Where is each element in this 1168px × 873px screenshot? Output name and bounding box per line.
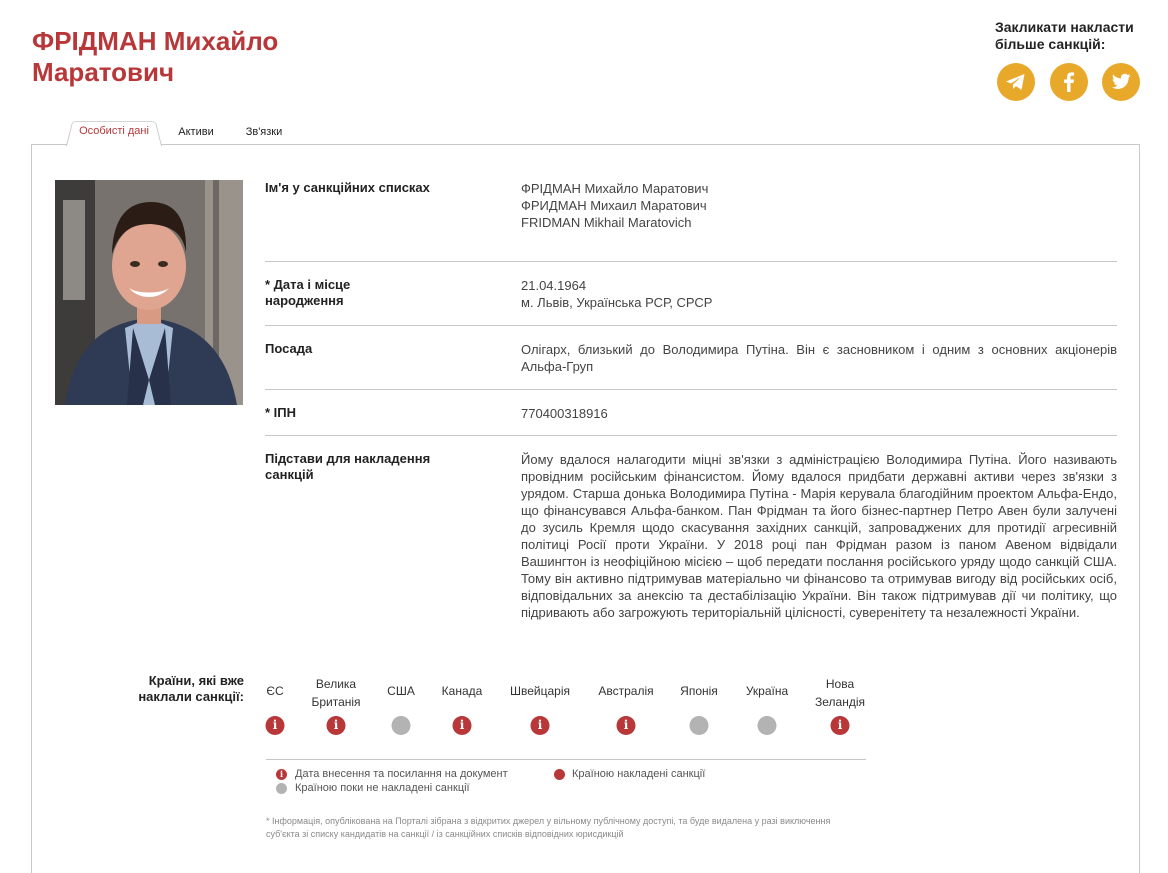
person-name <box>32 26 392 88</box>
country-canada-name: Канада <box>441 684 483 698</box>
person-name-line2: Маратович <box>32 57 175 87</box>
facebook-share-button[interactable] <box>1050 63 1088 101</box>
country-uk-name-line1: Велика <box>315 677 357 691</box>
twitter-share-button[interactable] <box>1102 63 1140 101</box>
countries-label-line2: наклали санкції: <box>138 689 244 704</box>
legend-info-text: Дата внесення та посилання на документ <box>295 768 508 780</box>
name-ukrainian: ФРІДМАН Михайло Маратович <box>521 181 709 196</box>
facebook-icon <box>1050 63 1088 101</box>
share-title <box>995 19 1155 53</box>
countries-label-line1: Країни, які вже <box>148 673 244 688</box>
personal-data-panel <box>31 144 1140 873</box>
country-eu-info-icon[interactable] <box>266 716 285 735</box>
grounds-label <box>265 451 465 483</box>
person-name-line1: ФРІДМАН Михайло <box>32 26 279 56</box>
country-australia <box>598 682 653 700</box>
names-label: Ім'я у санкційних списках <box>265 180 430 195</box>
birth-label-line2: народження <box>265 293 344 308</box>
position-value: Олігарх, близький до Володимира Путіна. Він є засновником і одним з основних акціонерів Альфа-Груп <box>521 342 1117 374</box>
country-australia-name: Австралія <box>598 684 654 698</box>
country-japan-name: Японія <box>680 684 718 698</box>
names-value <box>521 180 1117 231</box>
country-japan <box>680 682 718 700</box>
not-sanctioned-dot-icon <box>276 783 287 794</box>
country-usa <box>387 682 415 700</box>
info-row-position <box>265 341 1117 390</box>
grounds-label-line2: санкцій <box>265 467 314 482</box>
tab-personal-data[interactable]: Особисті дані <box>66 117 162 146</box>
name-russian: ФРИДМАН Михаил Маратович <box>521 198 707 213</box>
position-label: Посада <box>265 341 313 356</box>
country-switzerland <box>510 682 570 700</box>
country-eu <box>266 682 283 700</box>
person-photo <box>55 180 243 405</box>
country-usa-name: США <box>387 684 415 698</box>
footnote-line1: * Інформація, опублікована на Порталі зібрана з відкритих джерел у вільному публічному доступі, та буде видалена у разі виключення <box>266 816 831 826</box>
telegram-icon <box>997 63 1035 101</box>
share-title-line2: більше санкцій: <box>995 36 1106 52</box>
country-canada-info-icon[interactable] <box>453 716 472 735</box>
share-block <box>995 19 1155 53</box>
disclaimer-footnote <box>266 815 866 841</box>
tab-bar <box>58 117 318 145</box>
country-new-zealand-name-line2: Зеландія <box>815 695 865 709</box>
tax-id-label: * ІПН <box>265 405 297 420</box>
country-ukraine-status-icon <box>758 716 777 735</box>
country-japan-status-icon <box>690 716 709 735</box>
country-uk-name-line2: Британія <box>311 695 361 709</box>
country-uk-info-icon[interactable] <box>327 716 346 735</box>
country-new-zealand-info-icon[interactable] <box>831 716 850 735</box>
footnote-line2: суб'єкта зі списку кандидатів на санкції / із санкційних списків відповідних юрисдикцій <box>266 829 624 839</box>
tax-id-value: 770400318916 <box>521 406 608 421</box>
country-new-zealand <box>815 675 865 711</box>
info-row-grounds <box>265 451 1117 641</box>
info-row-tax-id <box>265 405 1117 436</box>
country-ukraine <box>746 682 788 700</box>
country-ukraine-name: Україна <box>745 684 789 698</box>
birth-label <box>265 277 465 309</box>
legend-sanctioned-text: Країною накладені санкції <box>572 768 706 780</box>
country-switzerland-name: Швейцарія <box>510 684 570 698</box>
grounds-label-line1: Підстави для накладення <box>265 451 431 466</box>
birth-place: м. Львів, Українська РСР, СРСР <box>521 295 713 310</box>
country-usa-status-icon <box>392 716 411 735</box>
country-uk <box>311 675 360 711</box>
legend-not-sanctioned-text: Країною поки не накладені санкції <box>295 782 470 794</box>
share-icons <box>997 63 1147 103</box>
birth-date: 21.04.1964 <box>521 278 587 293</box>
info-icon <box>276 769 287 780</box>
country-canada <box>442 682 483 700</box>
share-title-line1: Закликати накласти <box>995 19 1134 35</box>
portrait-image <box>55 180 243 405</box>
tab-connections[interactable]: Зв'язки <box>228 119 300 145</box>
telegram-share-button[interactable] <box>997 63 1035 101</box>
country-new-zealand-name-line1: Нова <box>825 677 855 691</box>
birth-label-line1: * Дата і місце <box>265 277 351 292</box>
grounds-value: Йому вдалося налагодити міцні зв'язки з адміністрацією Володимира Путіна. Його називають провідним російським фінансистом. Йому вдалося придбати державні активи через зв'язки з урядом. Старша донька Володимира Путіна - Марія керувала благодійним проектом Альфа-Ендо, що фінансувався Альфа-банком. Пан Фрідман та його бізнес-партнер Петро Авен були залучені до зусиль Кремля щодо скасування західних санкцій, запроваджених для протидії агресивній політиці Росії проти України. У 2018 році пан Фрідман разом із паном Авеном відвідали Вашингтон із неофіційною місією – щоб передати послання російського уряду щодо санкцій США. Тому він активно підтримував матеріально чи фінансово та отримував вигоду від російських осіб, відповідальних за анексію та дестабілізацію України. Він також підтримував дії чи політику, що підривають або загрожують територіальній цілісності, суверенітету та незалежності України. <box>521 452 1117 620</box>
twitter-icon <box>1102 63 1140 101</box>
birth-value <box>521 277 1117 311</box>
countries-label <box>122 673 244 705</box>
sanctioned-dot-icon <box>554 769 565 780</box>
countries-divider <box>266 759 866 760</box>
country-eu-name: ЄС <box>266 684 284 698</box>
name-latin: FRIDMAN Mikhail Maratovich <box>521 215 692 230</box>
country-australia-info-icon[interactable] <box>617 716 636 735</box>
info-row-names <box>265 180 1117 262</box>
tab-assets[interactable]: Активи <box>164 119 228 145</box>
info-row-birth <box>265 277 1117 326</box>
country-switzerland-info-icon[interactable] <box>531 716 550 735</box>
